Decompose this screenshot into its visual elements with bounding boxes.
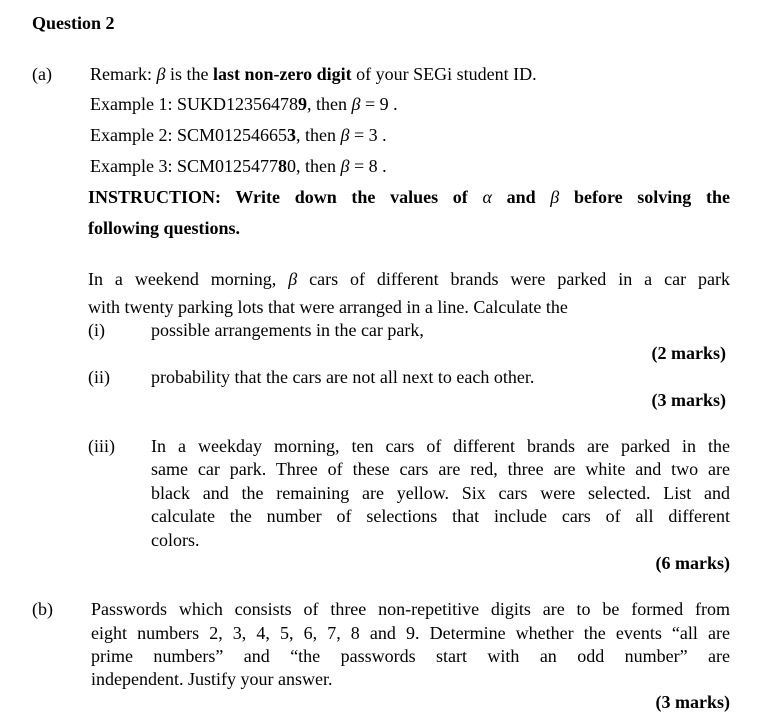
beta-symbol: β <box>288 269 298 289</box>
sub-iii-label: (iii) <box>88 436 115 456</box>
beta-symbol: β <box>156 64 166 84</box>
sub-ii-label: (ii) <box>88 367 110 387</box>
remark-bold: last non-zero digit <box>212 64 352 84</box>
intro-prefix: In a weekend morning, <box>88 269 289 289</box>
example-1-then: , then <box>306 94 352 114</box>
beta-symbol: β <box>340 125 350 145</box>
part-b-marks: (3 marks) <box>655 692 730 712</box>
intro-suffix: cars of different brands were parked in a car park <box>297 269 730 289</box>
sub-ii-text: probability that the cars are not all next to each other. <box>151 367 535 387</box>
part-b-line-4: independent. Justify your answer. <box>91 669 333 689</box>
example-2-id: Example 2: SCM01254665 <box>90 125 287 145</box>
part-b-line-1: Passwords which consists of three non-repetitive digits are to be formed from <box>91 599 730 619</box>
example-3-id: Example 3: SCM0125477 <box>90 156 278 176</box>
sub-ii-marks: (3 marks) <box>651 390 726 410</box>
example-1-id: Example 1: SUKD12356478 <box>90 94 298 114</box>
remark-line <box>90 63 537 85</box>
sub-iii-line-3: black and the remaining are yellow. Six cars were selected. List and <box>151 483 730 503</box>
sub-i-text: possible arrangements in the car park, <box>151 320 424 340</box>
instruction-and: and <box>491 187 551 207</box>
part-b-label: (b) <box>32 599 53 619</box>
example-2-digit: 3 <box>287 125 296 145</box>
beta-symbol: β <box>550 187 560 207</box>
example-1-digit: 9 <box>297 94 307 114</box>
part-a-label: (a) <box>32 64 52 84</box>
instruction-line-2: following questions. <box>88 218 241 238</box>
sub-iii-line-4: calculate the number of selections that include cars of all different <box>151 506 730 526</box>
part-b-line-2: eight numbers 2, 3, 4, 5, 6, 7, 8 and 9. Determine whether the events “all are <box>91 623 730 643</box>
sub-iii-line-5: colors. <box>151 530 200 550</box>
instruction-prefix: INSTRUCTION: Write down the values of <box>88 187 483 207</box>
sub-iii-line-1: In a weekday morning, ten cars of different brands are parked in the <box>151 436 730 456</box>
beta-symbol: β <box>340 156 350 176</box>
example-3-digit: 8 <box>278 156 287 176</box>
alpha-symbol: α <box>482 187 492 207</box>
remark-suffix: of your SEGi student ID. <box>351 64 537 84</box>
example-1-eq: = 9 . <box>360 94 398 114</box>
remark-prefix: Remark: <box>90 64 157 84</box>
example-2 <box>90 124 387 146</box>
example-1 <box>90 93 398 115</box>
sub-i-label: (i) <box>88 320 105 340</box>
instruction-line-1 <box>88 186 730 208</box>
example-3-then: , then <box>296 156 341 176</box>
beta-symbol: β <box>351 94 361 114</box>
intro-line-2: with twenty parking lots that were arranged in a line. Calculate the <box>88 297 568 317</box>
example-2-eq: = 3 . <box>349 125 387 145</box>
remark-mid: is the <box>165 64 213 84</box>
instruction-suffix: before solving the <box>559 187 730 207</box>
sub-iii-marks: (6 marks) <box>655 553 730 573</box>
example-3 <box>90 155 387 177</box>
part-b-line-3: prime numbers” and “the passwords start with an odd number” are <box>91 646 730 666</box>
example-2-then: , then <box>296 125 341 145</box>
sub-i-marks: (2 marks) <box>651 343 726 363</box>
question-title: Question 2 <box>32 13 115 33</box>
example-3-trailing-digit: 0 <box>287 156 296 176</box>
sub-iii-line-2: same car park. Three of these cars are red, three are white and two are <box>151 459 730 479</box>
intro-line-1 <box>88 268 730 290</box>
example-3-eq: = 8 . <box>349 156 387 176</box>
